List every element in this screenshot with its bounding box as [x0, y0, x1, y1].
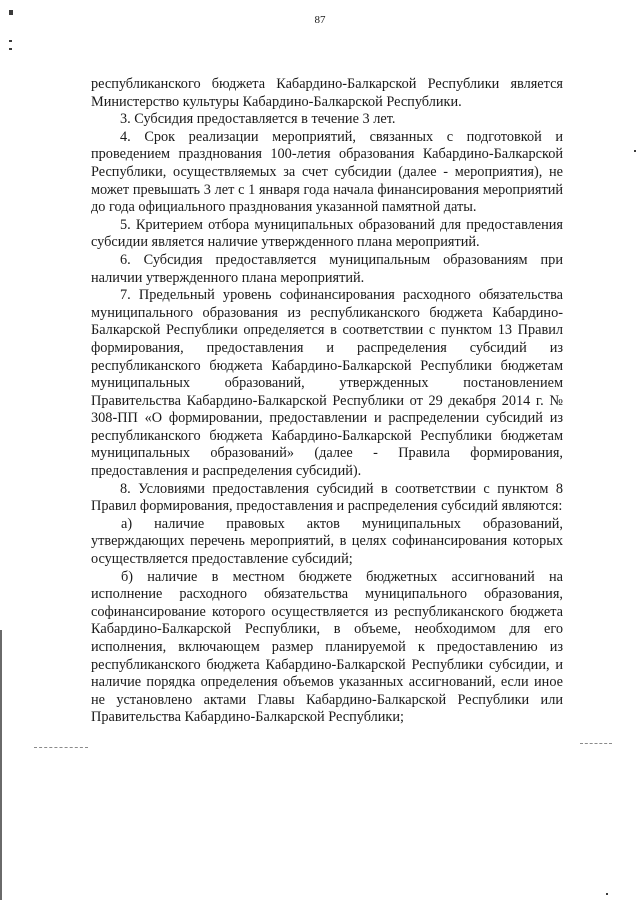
paragraph: б) наличие в местном бюджете бюджетных ассигнований на исполнение расходного обязательства муниципального образования, софинансирование которого осуществляется из республиканского бюджета Кабардино-Балкарской Республики, в объеме, необходимом для его исполнения, включающем размер планируемой к предоставлению из республиканского бюджета Кабардино-Балкарской Республики субсидии, и наличие порядка определения объемов указанных ассигнований, если иное не установлено актами Главы Кабардино-Балкарской Республики или Правительства Кабардино-Балкарской Республики;	[91, 568, 563, 726]
paragraph: 5. Критерием отбора муниципальных образований для предоставления субсидии является наличие утвержденного плана мероприятий.	[91, 216, 563, 251]
scan-mark	[606, 893, 608, 895]
paragraph: 6. Субсидия предоставляется муниципальным образованиям при наличии утвержденного плана мероприятий.	[91, 251, 563, 286]
paragraph: республиканского бюджета Кабардино-Балкарской Республики является Министерство культуры Кабардино-Балкарской Республики.	[91, 76, 563, 110]
scan-mark	[9, 10, 13, 15]
scan-mark	[0, 630, 2, 900]
scan-mark	[9, 40, 12, 42]
scan-dash	[34, 747, 88, 748]
paragraph: 3. Субсидия предоставляется в течение 3 лет.	[120, 111, 396, 128]
paragraph: 8. Условиями предоставления субсидий в соответствии с пунктом 8 Правил формирования, предоставления и распределения субсидий являются:	[91, 480, 563, 515]
paragraph: 4. Срок реализации мероприятий, связанных с подготовкой и проведением празднования 100-летия образования Кабардино-Балкарской Республики, осуществляемых за счет субсидии (далее - мероприятия), не может превышать 3 лет с 1 января года начала финансирования мероприятий до года официального празднования указанной памятной даты.	[91, 128, 563, 216]
scan-mark	[634, 150, 636, 152]
paragraph: а) наличие правовых актов муниципальных образований, утверждающих перечень мероприятий, в целях софинансирования которых осуществляется предоставление субсидий;	[91, 515, 563, 568]
scan-mark	[9, 48, 12, 50]
page-number: 87	[314, 14, 326, 26]
paragraph: 7. Предельный уровень софинансирования расходного обязательства муниципального образования из республиканского бюджета Кабардино-Балкарской Республики определяется в соответствии с пунктом 13 Правил формирования, предоставления и распределения субсидий из республиканского бюджета Кабардино-Балкарской Республики бюджетам муниципальных образований, утвержденных постановлением Правительства Кабардино-Балкарской Республики от 29 декабря 2014 г. № 308-ПП «О формировании, предоставлении и распределении субсидий из республиканского бюджета Кабардино-Балкарской Республики бюджетам муниципальных образований» (далее - Правила формирования, предоставления и распределения субсидий).	[91, 287, 563, 480]
document-body	[91, 76, 563, 727]
scan-dash	[580, 743, 612, 744]
